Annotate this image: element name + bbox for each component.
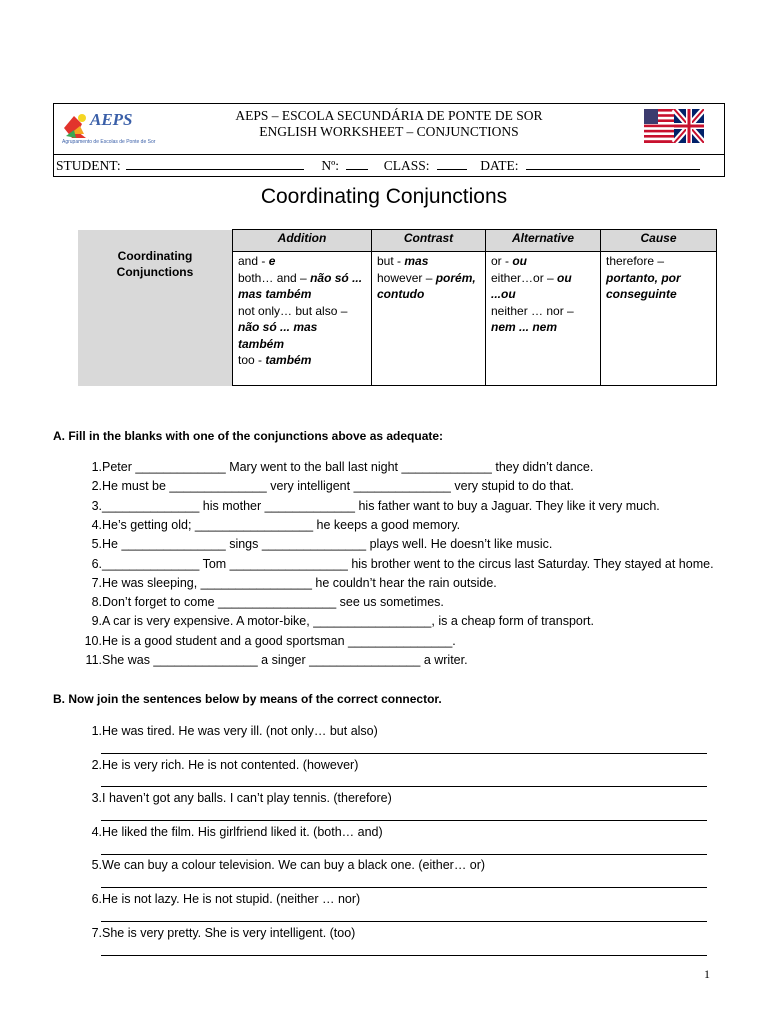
list-item: 3. I haven’t got any balls. I can’t play tennis. (therefore) — [91, 791, 392, 806]
lead-line-1: Coordinating — [117, 248, 193, 263]
answer-line[interactable] — [101, 753, 707, 754]
student-name-blank[interactable] — [126, 158, 304, 170]
answer-line[interactable] — [101, 820, 707, 821]
addition-cell — [233, 252, 372, 386]
cause-cell — [601, 252, 717, 386]
list-item: and - e — [238, 254, 276, 268]
list-item: neither … nor – nem ... nem — [491, 303, 574, 334]
answer-line[interactable] — [101, 955, 707, 956]
header-contrast: Contrast — [372, 230, 486, 252]
list-item: 10. He is a good student and a good sportsman _______________. — [84, 633, 456, 648]
list-item: 8. Don’t forget to come _________________ see us sometimes. — [91, 595, 444, 610]
us-uk-flag-icon — [644, 109, 704, 143]
list-item: 6. ______________ Tom _________________ his brother went to the circus last Saturday. They stayed at home. — [91, 556, 714, 571]
page-title: Coordinating Conjunctions — [260, 185, 508, 208]
answer-line[interactable] — [101, 786, 707, 787]
class-label: CLASS: — [383, 158, 430, 173]
list-item: 2. He is very rich. He is not contented. (however) — [91, 757, 359, 772]
list-item: 9. A car is very expensive. A motor-bike, _________________, is a cheap form of transport. — [91, 614, 594, 629]
section-a-heading: A. Fill in the blanks with one of the conjunctions above as adequate: — [53, 429, 444, 443]
list-item: 4. He’s getting old; _________________ he keeps a good memory. — [91, 517, 461, 532]
page-number: 1 — [704, 967, 710, 981]
list-item: 6. He is not lazy. He is not stupid. (neither … nor) — [91, 892, 361, 906]
class-blank[interactable] — [437, 158, 467, 170]
date-label: DATE: — [480, 158, 519, 173]
lead-line-2: Conjunctions — [116, 265, 194, 279]
student-info-row — [56, 158, 700, 174]
list-item: 11. She was _______________ a singer ________________ a writer. — [85, 653, 468, 667]
number-blank[interactable] — [346, 158, 368, 170]
list-item: not only… but also – não só ... mas também — [238, 303, 348, 351]
worksheet-name: ENGLISH WORKSHEET – CONJUNCTIONS — [259, 124, 519, 139]
school-name: AEPS – ESCOLA SECUNDÁRIA DE PONTE DE SOR — [235, 108, 543, 123]
worksheet-header — [53, 103, 725, 177]
list-item: 2. He must be ______________ very intelligent ______________ very stupid to do that. — [91, 479, 574, 494]
list-item: either…or – ou ...ou — [491, 270, 572, 301]
list-item: 4. He liked the film. His girlfriend liked it. (both… and) — [91, 824, 383, 839]
header-divider — [54, 154, 724, 155]
answer-line[interactable] — [101, 854, 707, 855]
answer-line[interactable] — [101, 921, 707, 922]
list-item: or - ou — [491, 254, 528, 268]
list-item: 7. He was sleeping, ________________ he couldn’t hear the rain outside. — [91, 575, 497, 590]
list-item: therefore – portanto, por conseguinte — [606, 254, 681, 301]
contrast-cell — [372, 252, 486, 386]
list-item: both… and – não só ... mas também — [238, 270, 363, 301]
date-blank[interactable] — [526, 158, 700, 170]
header-addition: Addition — [233, 230, 372, 252]
logo-subtitle: Agrupamento de Escolas de Ponte de Sor — [62, 139, 156, 145]
student-label: STUDENT: — [56, 158, 121, 173]
list-item: 1. Peter _____________ Mary went to the ball last night _____________ they didn’t dance. — [91, 460, 594, 474]
list-item: however – porém, contudo — [377, 270, 476, 301]
list-item: but - mas — [377, 254, 429, 268]
section-b-heading: B. Now join the sentences below by means of the correct connector. — [53, 692, 442, 706]
list-item: too - também — [238, 353, 312, 367]
header-alternative: Alternative — [486, 230, 601, 252]
table-lead-cell — [78, 230, 233, 386]
conjunctions-table — [78, 229, 717, 386]
list-item: 7. She is very pretty. She is very intelligent. (too) — [91, 925, 356, 940]
alternative-cell — [486, 252, 601, 386]
number-label: Nº: — [321, 158, 340, 173]
list-item: 5. He _______________ sings _______________ plays well. He doesn’t like music. — [91, 537, 553, 552]
header-cause: Cause — [601, 230, 717, 252]
list-item: 1. He was tired. He was very ill. (not only… but also) — [91, 724, 378, 738]
list-item: 3. ______________ his mother _____________ his father want to buy a Jaguar. They like it very much. — [91, 498, 660, 513]
answer-line[interactable] — [101, 887, 707, 888]
logo-text: AEPS — [90, 110, 133, 129]
list-item: 5. We can buy a colour television. We can buy a black one. (either… or) — [91, 858, 486, 873]
header-title — [54, 108, 724, 140]
